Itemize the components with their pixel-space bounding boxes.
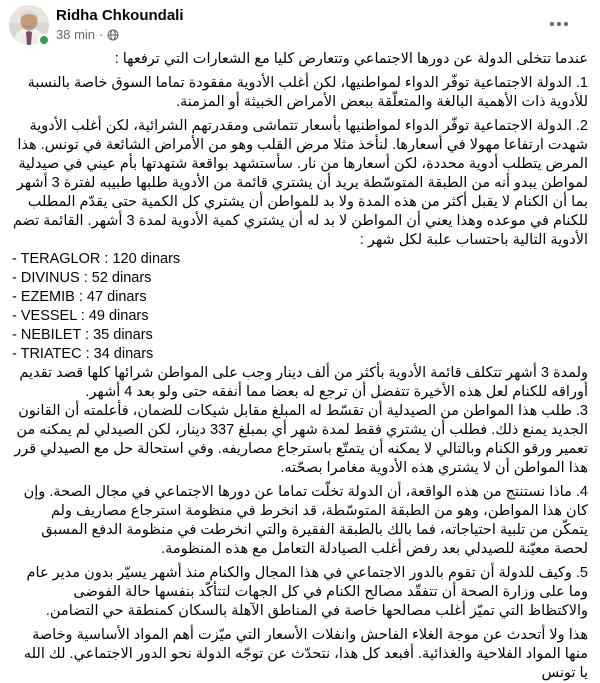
author-name[interactable]: Ridha Chkoundali bbox=[56, 7, 184, 24]
timestamp[interactable]: 38 min bbox=[56, 27, 96, 42]
post-header bbox=[0, 0, 600, 48]
meta-separator: · bbox=[99, 27, 104, 42]
post-paragraph-7: هذا ولا أتحدث عن موجة الغلاء الفاحش وانفلات الأسعار التي ميّزت أهم المواد الأساسية وخاصة منها المواد الفلاحية والغذائية. أفبعد كل هذا، نتحدّث عن توجّه الدولة نحو الدور الاجتماعي. لك الله يا تونس bbox=[23, 627, 588, 681]
post-meta bbox=[56, 27, 119, 42]
medication-item: - TERAGLOR : 120 dinars bbox=[12, 251, 181, 267]
medication-item: - TRIATEC : 34 dinars bbox=[12, 346, 154, 362]
online-status-dot bbox=[38, 34, 50, 46]
post-paragraph-4: 3. طلب هذا المواطن من الصيدلية أن تقسّط له المبلغ مقابل شيكات للضمان، فأعلمته أن القانون الجديد يمنع ذلك. فطلب أن يشتري فقط لمدة شهر أي بمبلغ 337 دينار، لكن الصيدلي لم يمكنه من تعمير ورقو الكنام وبالتالي لا يمكنه أن يتمتّع باسترجاع مصاريفه. وفي استحالة حل مع الصيدلي قرر هذا المواطن أن لا يشتري هذه الأدوية مغامرا بصحّته. bbox=[14, 403, 588, 476]
globe-icon bbox=[107, 29, 119, 41]
more-options-button[interactable] bbox=[546, 16, 572, 32]
post-paragraph-3: ولمدة 3 أشهر تتكلف قائمة الأدوية بأكثر من ألف دينار وجب على المواطن شرائها كلها قصد تقديم أوراقه للكنام لعل هذه الأخيرة تتفضل أن ترجع له بعضا مما أنفقه حتى ولو بعد 4 أشهر. bbox=[19, 365, 588, 400]
post-paragraph-5: 4. ماذا نستنتج من هذه الواقعة، أن الدولة تخلّت تماما عن دورها الاجتماعي في مجال الصحة. وإن كان هذا المواطن، وهو من الطبقة المتوسّطة، قد انخرط في منظومة استرجاع مصاريف ولم يتمكّن من تلبية احتياجاته، فما بالك بالطبقة الفقيرة والتي انخرطت في منظومة الدفع المسبق لحصة معيّنة للصيدلي بعد رفض أغلب الصيادلة التعامل مع هذه المنظومة. bbox=[23, 484, 588, 557]
post-body bbox=[0, 48, 600, 683]
post-paragraph-1: 1. الدولة الاجتماعية توفّر الدواء لمواطنيها، لكن أغلب الأدوية مفقودة تماما السوق خاصة بالنسبة للأدوية ذات الأهمية البالغة والمتعلّقة ببعض الأمراض الخبيثة أو المزمنة. bbox=[27, 75, 588, 110]
medication-item: - NEBILET : 35 dinars bbox=[12, 327, 153, 343]
post-paragraph-2: 2. الدولة الاجتماعية توفّر الدواء لمواطنيها بأسعار تتماشى ومقدرتهم الشرائية، لكن أغلب الأدوية شهدت ارتفاعا مهولا في أسعارها. لنأخذ مثلا مرض القلب وهو من الأمراض الشائعة في تونس. هذا المرض يتطلب أدوية محددة، لكن أسعارها من نار. سأستشهد بواقعة شتهدتها بأم عيني في صيدلية لمواطن يبدو أنه من الطبقة المتوسّطة يريد أن يشتري قائمة من الأدوية طلبها طبيبه لفترة 3 أشهر بما أن الكنام لا يقبل أكثر من هذه المدة ولا بد للمواطن أن يشتري كل الكمية حتى يقدّم المطلب للكنام في موعده وهذا يعني أن المواطن لا بد له أن يشتري كمية الأدوية لمدة 3 أشهر. القائمة تضم الأدوية التالية باحتساب علبة لكل شهر : bbox=[12, 118, 588, 248]
medication-item: - DIVINUS : 52 dinars bbox=[12, 270, 152, 286]
medication-item: - VESSEL : 49 dinars bbox=[12, 308, 149, 324]
avatar[interactable] bbox=[9, 5, 49, 45]
post-intro: عندما تتخلى الدولة عن دورها الاجتماعي وتتعارض كليا مع الشعارات التي ترفعها : bbox=[114, 51, 588, 67]
post-paragraph-6: 5. وكيف للدولة أن تقوم بالدور الاجتماعي في هذا المجال والكنام منذ أشهر يسيّر بدون مدير عام وما على وزارة الصحة أن تتفقّد مصالح الكنام في كل الجهات لتتأكّد بنفسها حالة الفوضى والاكتظاظ التي تميّز أغلب مصالحها خاصة في المناطق الآهلة بالسكان كمنطقة حي التضامن. bbox=[26, 565, 588, 619]
medication-item: - EZEMIB : 47 dinars bbox=[12, 289, 147, 305]
medication-price-list bbox=[12, 250, 588, 364]
